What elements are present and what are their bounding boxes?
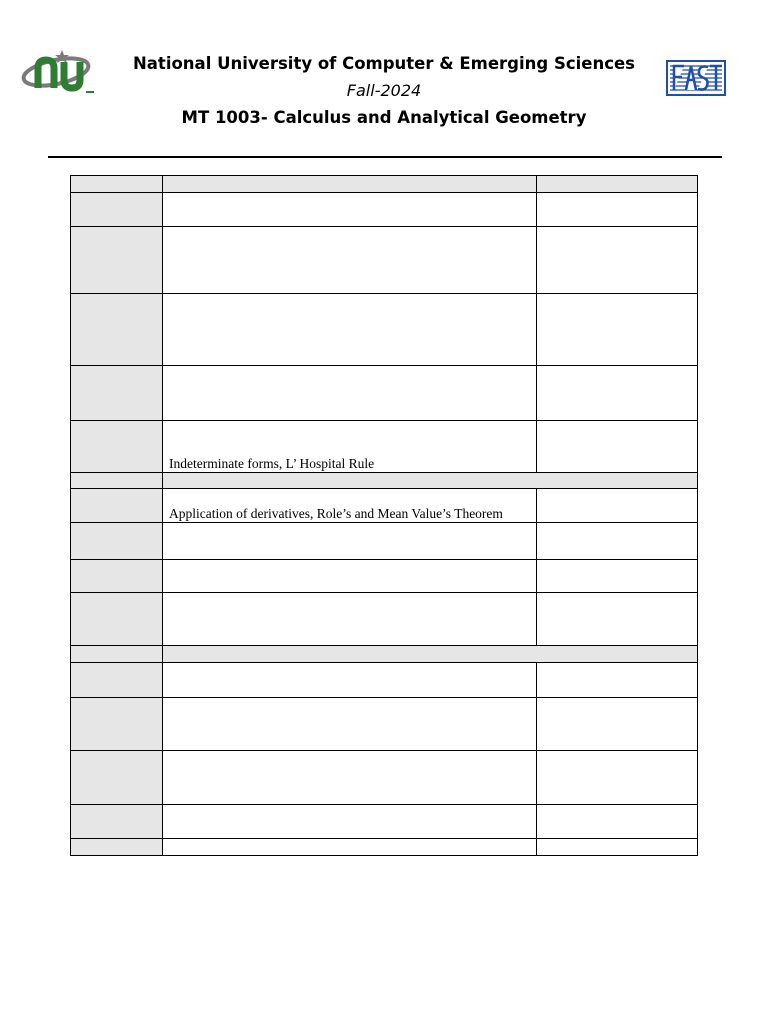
table-cell: [71, 560, 163, 593]
table-cell: [163, 751, 537, 805]
table-row: [71, 193, 698, 227]
table-cell: [71, 698, 163, 751]
section-separator-row: [71, 646, 698, 663]
table-row: [71, 227, 698, 294]
table-cell: [71, 646, 163, 663]
table-row: [71, 366, 698, 421]
header-divider: [48, 156, 722, 158]
table-cell: [537, 751, 698, 805]
table-cell: [537, 839, 698, 856]
table-cell: [163, 473, 698, 489]
table-cell: [163, 294, 537, 366]
table-cell: [71, 193, 163, 227]
table-row: [71, 698, 698, 751]
table-cell: [71, 473, 163, 489]
table-row: [71, 805, 698, 839]
table-cell: [71, 421, 163, 473]
university-name: National University of Computer & Emerging Sciences: [132, 54, 635, 73]
table-cell: [163, 839, 537, 856]
table-cell: [537, 227, 698, 294]
table-row: [71, 663, 698, 698]
table-row: [71, 523, 698, 560]
table-cell: [71, 489, 163, 523]
table-cell: [537, 663, 698, 698]
table-cell: [71, 366, 163, 421]
table-cell: [537, 176, 698, 193]
topic-cell: Indeterminate forms, L’ Hospital Rule: [163, 421, 537, 473]
table-cell: [71, 751, 163, 805]
course-schedule-table: [70, 175, 698, 856]
table-cell: [163, 663, 537, 698]
table-cell: [163, 193, 537, 227]
table-row: [71, 839, 698, 856]
table-cell: [71, 839, 163, 856]
table-cell: [71, 294, 163, 366]
table-cell: [71, 176, 163, 193]
table-cell: [71, 227, 163, 294]
table-cell: [537, 421, 698, 473]
table-cell: [71, 523, 163, 560]
table-cell: [163, 805, 537, 839]
table-row: [71, 421, 698, 473]
table-cell: [163, 366, 537, 421]
topic-cell: Application of derivatives, Role’s and Mean Value’s Theorem: [163, 489, 537, 523]
table-cell: [163, 646, 698, 663]
table-row: [71, 751, 698, 805]
table-cell: [537, 294, 698, 366]
table-cell: [71, 805, 163, 839]
table-cell: [537, 593, 698, 646]
term-label: Fall-2024: [346, 81, 422, 100]
document-header: [0, 0, 768, 160]
table-cell: [71, 663, 163, 698]
table-cell: [537, 523, 698, 560]
table-cell: [163, 176, 537, 193]
table-cell: [163, 560, 537, 593]
fast-logo-icon: [666, 60, 726, 96]
table-row: [71, 593, 698, 646]
table-cell: [163, 698, 537, 751]
table-cell: [537, 560, 698, 593]
table-cell: [537, 366, 698, 421]
table-header-row: [71, 176, 698, 193]
table-cell: [71, 593, 163, 646]
table-cell: [163, 227, 537, 294]
course-title: MT 1003- Calculus and Analytical Geometry: [181, 108, 587, 127]
table-row: [71, 489, 698, 523]
table-row: [71, 560, 698, 593]
section-separator-row: [71, 473, 698, 489]
table-cell: [537, 698, 698, 751]
table-cell: [537, 805, 698, 839]
table-cell: [163, 523, 537, 560]
table-cell: [537, 193, 698, 227]
table-cell: [163, 593, 537, 646]
table-cell: [537, 489, 698, 523]
table-row: [71, 294, 698, 366]
